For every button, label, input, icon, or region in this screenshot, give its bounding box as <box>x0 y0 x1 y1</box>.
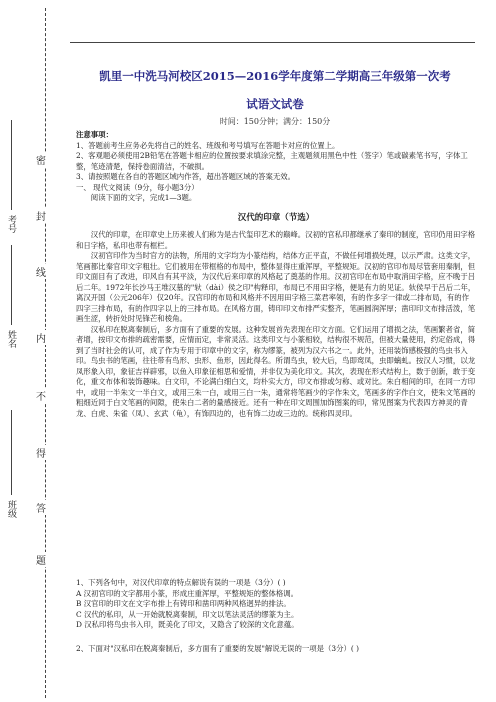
question-stem: 1、下列各句中，对汉代印章的特点解说有误的一项是（3分）( ) <box>76 578 286 587</box>
article-body <box>76 230 476 419</box>
seal-dashed-line <box>45 8 46 698</box>
article-paragraph: 汉初官印作为当时官方的法物，所用的文字均为小篆结构，结体方正平直，不做任何增损处理，以示严肃。这类文字，笔画都比秦官印文字粗壮。它们被用在带框格的布局中，整体显得庄重浑厚，平整规矩。汉初的官印布局尽管套用秦制，但印文面目有了改进，印风自有其平淡，为汉代后来印章的风格起了奠基的作用。汉初官印在布局中取消田字格，应不晚于吕后二年。1972年长沙马王堆汉墓的"轪（dài）侯之印"构释印，布局已不用田字格，便是有力的见证。轪侯早于吕后二年，离汉开国（公元206年）仅20年。汉官印的布局和风格并不因用田字格三菜君率领，有的作多字一律或二排布局，有的作四字三排布局，有的作四字以上的三排布局。在风格方面，铸印印文布排严实整齐，笔画圆润浑厚；凿印印文布排活泼，笔画生涩，转折处时见锋芒和棱角。 <box>76 251 476 323</box>
seal-char: 内 <box>34 330 48 345</box>
option-c[interactable]: C 汉代的私印，从一开始就脱离秦制，印文以笔法灵活的缪篆为主。 <box>76 609 299 619</box>
option-a[interactable]: A 汉初官印的文字都用小篆，形成庄重浑厚，平整规矩的整体格调。 <box>76 588 299 598</box>
questions-section <box>76 578 476 631</box>
note-item: 2、客观题必须使用2B铅笔在答题卡相应的位置按要求填涂完整，主观题须用黑色中性（签字）笔或碳素笔书写，字体工整，笔迹清楚，保持卷面清洁，不破损。 <box>76 151 468 171</box>
binding-margin <box>0 0 60 702</box>
field-class-label: 班级 <box>6 500 16 518</box>
exam-time-info: 时间：150分钟；满分：150分 <box>219 117 331 126</box>
seal-char: 封 <box>34 208 48 223</box>
article-title: 汉代的印章（节选） <box>237 213 315 223</box>
field-exam-no-line[interactable] <box>11 120 12 210</box>
section1-instruction: 阅读下面的文字，完成1—3题。 <box>90 193 197 202</box>
seal-char: 得 <box>34 445 48 460</box>
question-2 <box>76 644 476 655</box>
seal-char: 题 <box>34 552 48 567</box>
field-name-line[interactable] <box>11 245 12 325</box>
header-rule <box>70 42 475 43</box>
field-exam-no-label: 考号 <box>6 215 16 233</box>
article-paragraph: 汉私印在脱离秦制后，多方面有了重要的发展。这种发展首先表现在印文方面。它们运用了增损之法，笔画繁者省，简者增，按印文布排的疏密需要，应情而定，非常灵活。这类印文与小篆相较，结构很不规范，但被大量使用，约定俗成，得到了当时社会的认可，成了作为专用于印章中的文字，称为缪篆，被列为汉六书之一。此外，还用装饰感极强的鸟虫书入印。鸟虫书的笔画，往往带有鸟形、虫形、鱼形，因此得名。所谓鸟虫，较大后，鸟即鸾凤，虫即螭虬。按汉人习惯，以龙凤形象入印，象征吉祥辟邪，以鱼入印象征相思和爱情，并非仅为美化印文。其次，表现在形式结构上，数于创新，敢于变化，重文布体和装饰趣味。白文印，不论满白细白文，均朴实大方，印文布排或匀称、或对比。朱白相间的印，在同一方印中，或用一半朱文一半白文，或用三朱一白，或用三白一朱，通常将笔画少的字作朱文，笔画多的字作白文，使朱文笔画的粗细近同于白文笔画的间隙，使朱白二者的量感接近。还有一种在印文周围加饰图案的印，常见图案为代表四方神灵的青龙、白虎、朱雀（凤）、玄武（龟），有饰四边的，也有饰二边或三边的。统称四灵印。 <box>76 324 476 418</box>
seal-char: 不 <box>34 388 48 403</box>
notes-heading: 注意事项： <box>76 130 113 139</box>
section1-heading: 一、 现代文阅读（9分，每小题3分） <box>76 182 199 192</box>
field-name-label: 姓名 <box>6 330 16 348</box>
seal-char: 线 <box>34 264 48 279</box>
article-paragraph: 汉代的印章，在印章史上历来被人们称为是古代玺印艺术的巅峰。汉初的官私印都继承了秦印的制度，官印仍用田字格和日字格，私印也带有框栏。 <box>76 230 476 250</box>
option-d[interactable]: D 汉私印将鸟虫书入印，既美化了印文，又隐含了较深的文化意蕴。 <box>76 620 299 629</box>
option-b[interactable]: B 汉官印的印文在文字布排上有铸印和凿印两种风格迥异的排法。 <box>76 599 291 608</box>
question-stem: 2、下面对"汉私印在脱离秦制后，多方面有了重要的发展"解说无误的一项是（3分）( ) <box>76 644 359 653</box>
note-item: 1、答题前考生应务必先将自己的姓名、班级和考号填写在答题卡对应的位置上。 <box>76 140 340 150</box>
notes-section <box>76 130 476 204</box>
field-class-line[interactable] <box>11 410 12 495</box>
note-item: 3、请按照题在各自的答题区域内作答，超出答题区域的答案无效。 <box>76 172 296 181</box>
seal-char: 密 <box>34 152 48 167</box>
exam-title-line1: 凯里一中洗马河校区2015—2016学年度第二学期高三年级第一次考 <box>99 69 451 83</box>
seal-char: 答 <box>34 500 48 515</box>
exam-title-line2: 试语文试卷 <box>246 97 304 111</box>
